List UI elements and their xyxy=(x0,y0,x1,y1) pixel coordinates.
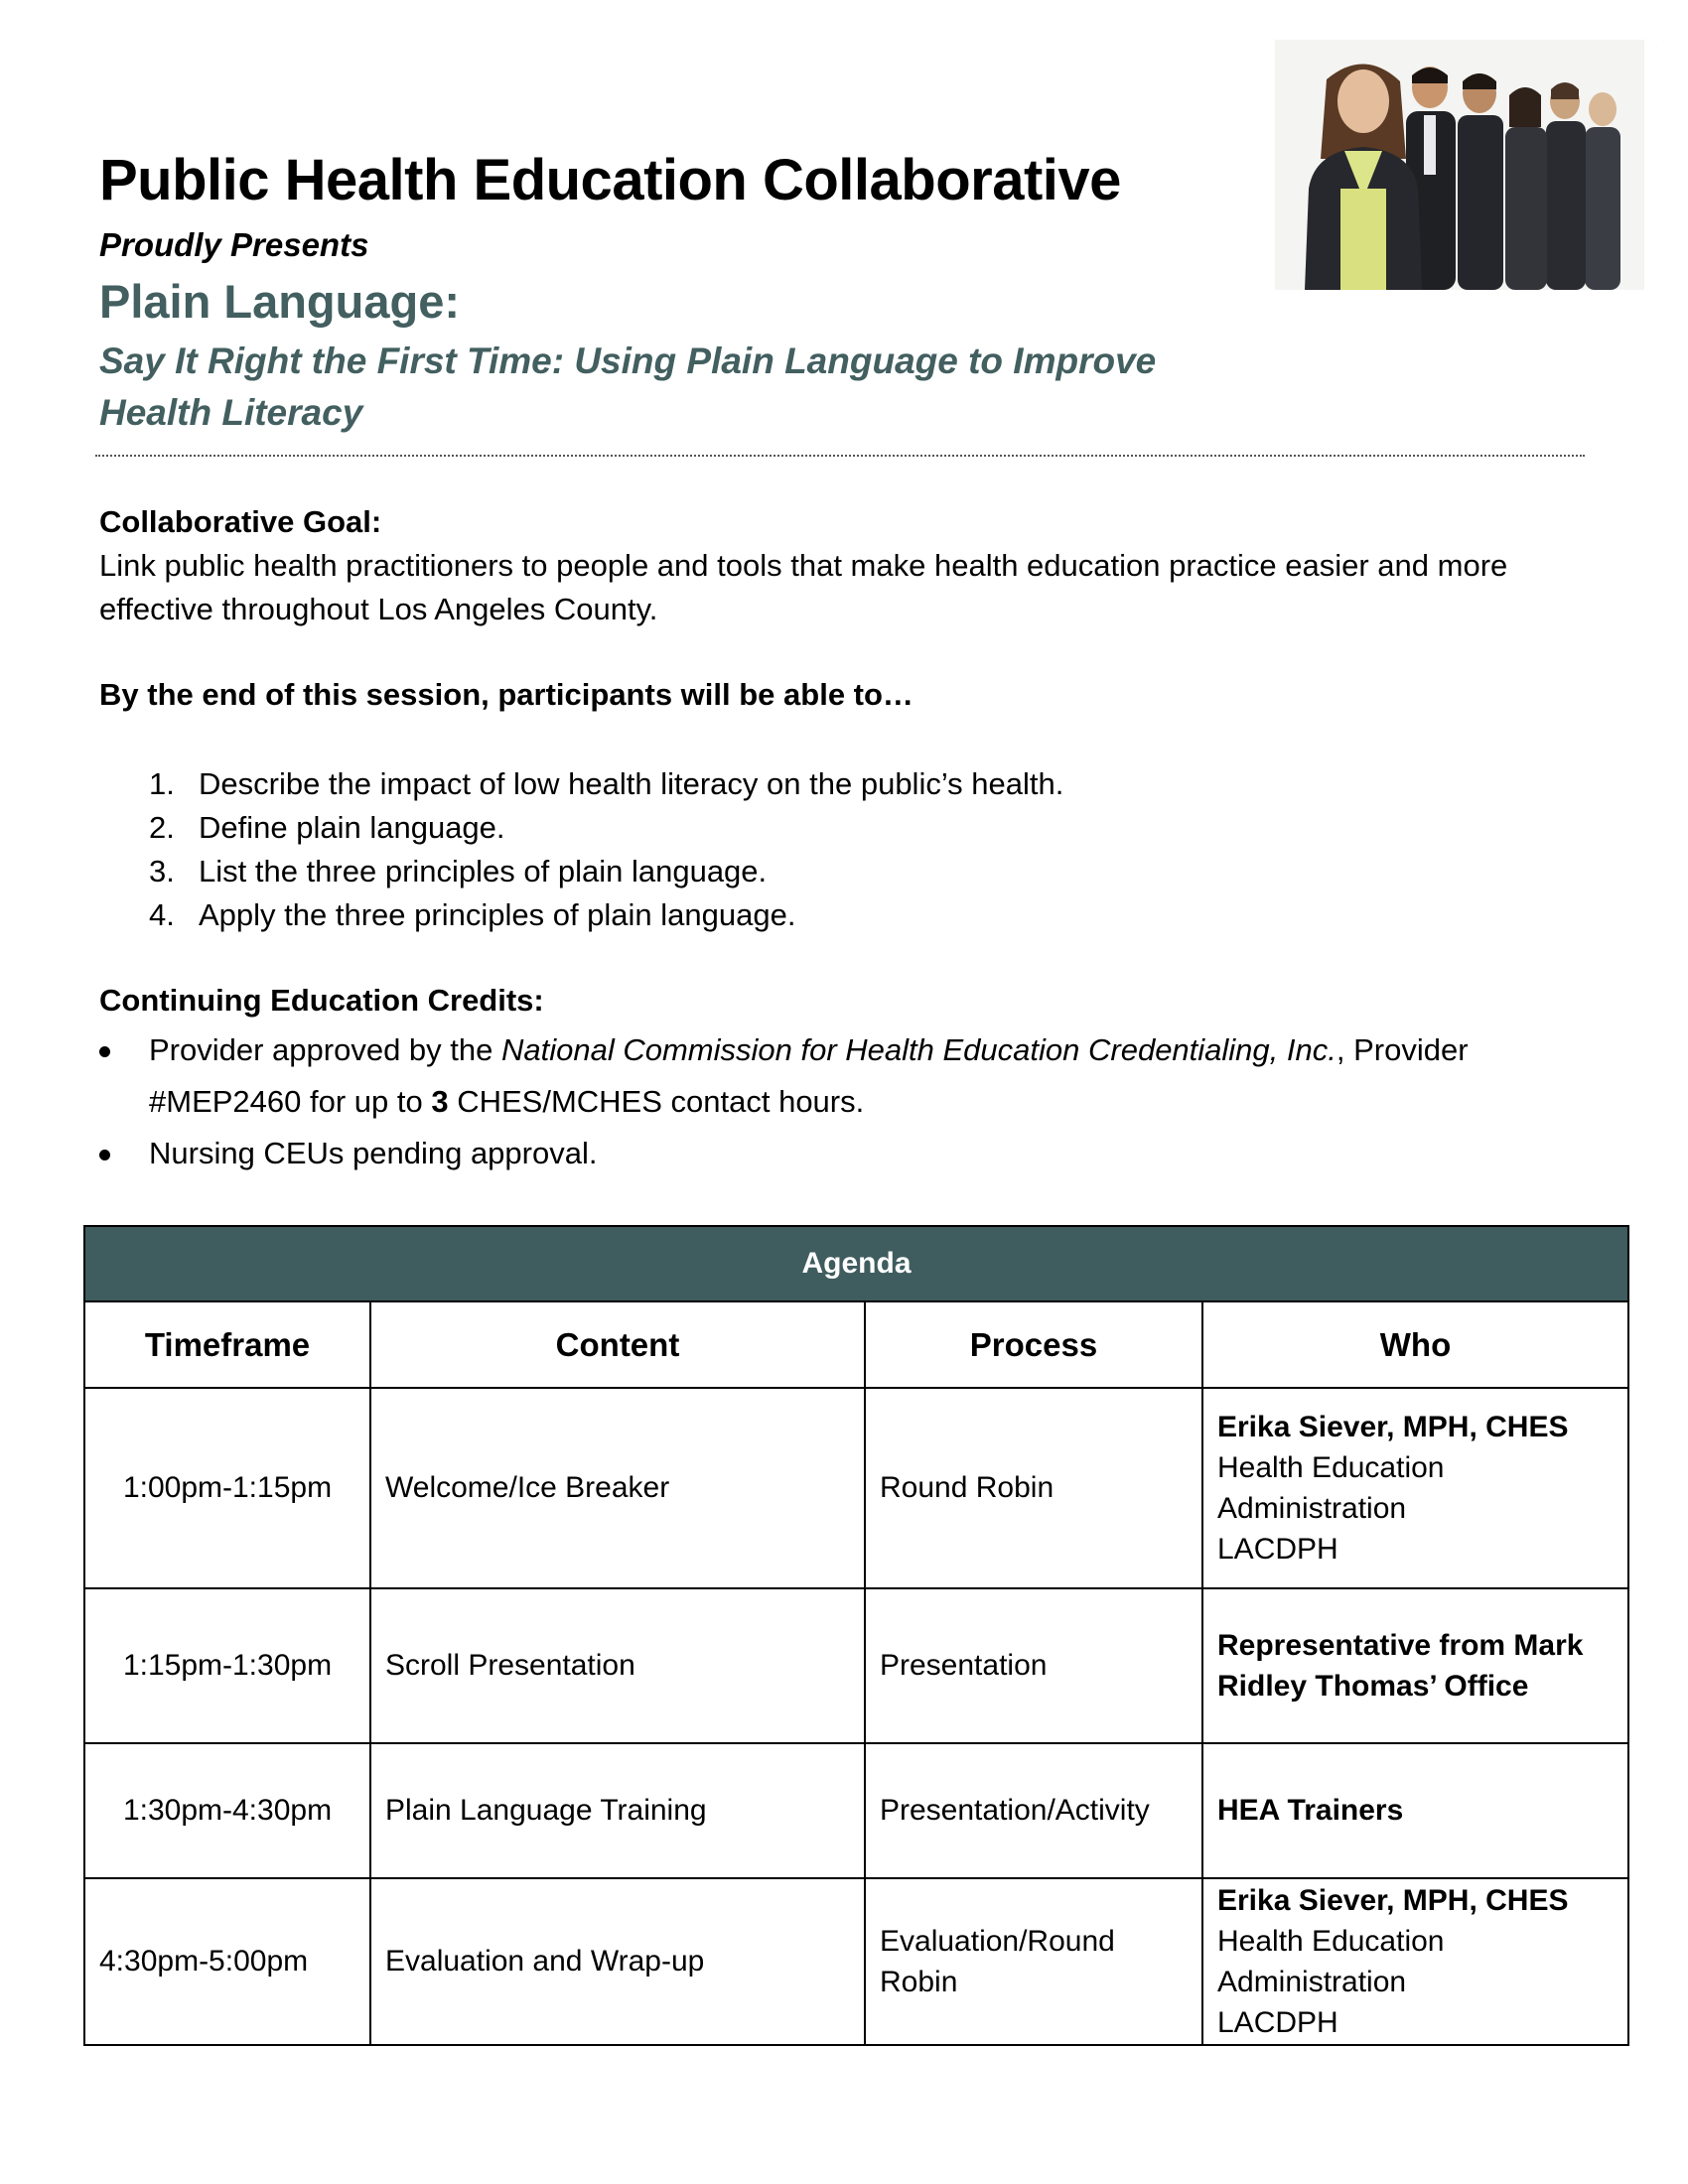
agenda-title: Agenda xyxy=(84,1226,1628,1301)
timeframe-cell: 4:30pm-5:00pm xyxy=(84,1878,370,2045)
process-cell: Evaluation/Round Robin xyxy=(865,1878,1202,2045)
commission-name: National Commission for Health Education Credentialing, Inc. xyxy=(501,1032,1336,1067)
who-cell: Erika Siever, MPH, CHES Health Education Administration LACDPH xyxy=(1202,1878,1628,2045)
table-row xyxy=(84,1878,1628,2045)
credits-list xyxy=(99,1024,1609,1179)
timeframe-cell: 1:30pm-4:30pm xyxy=(84,1743,370,1878)
presents-line: Proudly Presents xyxy=(99,226,369,263)
table-header-row xyxy=(84,1301,1628,1388)
who-cell: HEA Trainers xyxy=(1202,1743,1628,1878)
process-cell: Presentation xyxy=(865,1588,1202,1743)
content-cell: Scroll Presentation xyxy=(370,1588,865,1743)
table-row xyxy=(84,1743,1628,1878)
process-cell: Presentation/Activity xyxy=(865,1743,1202,1878)
table-row xyxy=(84,1388,1628,1588)
timeframe-cell: 1:00pm-1:15pm xyxy=(84,1388,370,1588)
table-row xyxy=(84,1588,1628,1743)
list-item: 2. Define plain language. xyxy=(149,810,505,845)
credits-label: Continuing Education Credits: xyxy=(99,983,544,1018)
list-item: 4. Apply the three principles of plain language. xyxy=(149,897,796,932)
bullet-icon xyxy=(99,1046,110,1057)
who-cell: Representative from Mark Ridley Thomas’ Office xyxy=(1202,1588,1628,1743)
contact-hours: 3 xyxy=(431,1084,449,1119)
list-item: 1. Describe the impact of low health literacy on the public’s health. xyxy=(149,766,1064,801)
bullet-icon xyxy=(99,1150,110,1160)
agenda-table xyxy=(83,1225,1629,2046)
who-cell: Erika Siever, MPH, CHES Health Education Administration LACDPH xyxy=(1202,1388,1628,1588)
team-photo xyxy=(1257,18,1664,311)
goal-label: Collaborative Goal: xyxy=(99,504,382,539)
content-cell: Evaluation and Wrap-up xyxy=(370,1878,865,2045)
objectives-label: By the end of this session, participants will be able to… xyxy=(99,677,914,712)
group-of-professionals-illustration xyxy=(1275,40,1644,290)
timeframe-cell: 1:15pm-1:30pm xyxy=(84,1588,370,1743)
session-tagline: Say It Right the First Time: Using Plain Language to Improve Health Literacy xyxy=(99,341,1157,433)
list-item: 3. List the three principles of plain language. xyxy=(149,854,768,888)
goal-text: Link public health practitioners to people and tools that make health education practice easier and more effective throughout Los Angeles County. xyxy=(99,548,1508,626)
column-header: Process xyxy=(865,1301,1202,1388)
column-header: Content xyxy=(370,1301,865,1388)
objectives-list xyxy=(149,762,1063,937)
content-cell: Plain Language Training xyxy=(370,1743,865,1878)
column-header: Timeframe xyxy=(84,1301,370,1388)
list-item: Nursing CEUs pending approval. xyxy=(99,1128,1609,1179)
header-divider xyxy=(95,455,1585,457)
process-cell: Round Robin xyxy=(865,1388,1202,1588)
document-title: Public Health Education Collaborative xyxy=(99,148,1121,212)
list-item: Provider approved by the National Commission for Health Education Credentialing, Inc., Provider #MEP2460 for up to 3 CHES/MCHES contact hours. xyxy=(99,1024,1609,1128)
column-header: Who xyxy=(1202,1301,1628,1388)
session-title: Plain Language: xyxy=(99,275,460,328)
content-cell: Welcome/Ice Breaker xyxy=(370,1388,865,1588)
